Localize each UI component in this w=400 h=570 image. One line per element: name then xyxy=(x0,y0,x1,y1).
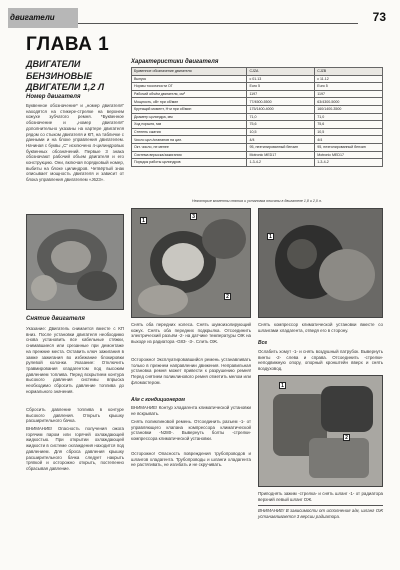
engine-number-text: Буквенное обозначение* и „номер двигателя“ находятся на стикере-стрелке на верхнем кожухе зубчатого ремня. *Буквенное обозначение и „номер двигателя“ дополнительно указаны на картере двигателя рядом со стыком двигателя и КП, на табличке с данными и на блоке управления двигателем. Начиная с буквы „С“ исключено 4-цилиндровых буквенных обозначений. Первые 3 знака обозначают рабочий объем двигателя и его конструкцию. Они, включая порядковый номер, выбиты на блоке цилиндров. Четвёртый знак описывает мощность двигателя и зависит от блока управления двигателем «Ј623». xyxy=(26,103,124,183)
spec-label-cell: Система впрыска/зажигания xyxy=(132,151,247,159)
spec-label-cell: Выпуск xyxy=(132,75,247,83)
spec-value-cell: с 11.12 xyxy=(315,75,383,83)
photo-marker: 2 xyxy=(224,293,231,300)
spec-row xyxy=(132,68,383,76)
photo-marker: 1 xyxy=(140,217,147,224)
removal-text-2: Сбросить давление топлива в контуре высокого давления. Открыть крышку расширительного бачка. xyxy=(26,407,124,424)
spec-row xyxy=(132,136,383,144)
engine-number-heading: Номер двигателя xyxy=(26,94,81,100)
right-note: ВНИМАНИЕ! В зависимости от исполнения а/м, шланг ОЖ устанавливается 3 версии радиатора. xyxy=(258,508,383,519)
specs-table xyxy=(131,67,383,167)
ac-heading: А/м с кондиционером xyxy=(131,397,185,403)
spec-value-cell: 71,0 xyxy=(247,113,315,121)
spec-value-cell: 4/4 xyxy=(315,136,383,144)
spec-value-cell: 175/1400-4000 xyxy=(247,105,315,113)
spec-label-cell: Мощность, кВт при об/мин xyxy=(132,98,247,106)
spec-value-cell: 1197 xyxy=(315,90,383,98)
spec-value-cell: 75,6 xyxy=(315,121,383,129)
spec-row xyxy=(132,143,383,151)
spec-value-cell: 10,5 xyxy=(247,128,315,136)
spec-row xyxy=(132,98,383,106)
spec-value-cell: 1-3-4-2 xyxy=(315,159,383,167)
photo-marker: 2 xyxy=(343,434,350,441)
spec-value-cell: 1-3-4-2 xyxy=(247,159,315,167)
mid-text-4: Снять поликлиновой ремень. Отсоединить разъем -1- от управляющего клапана компрессора климатической установки -N280-. Вывернуть болты -стрелки- компрессора климатической установки. xyxy=(131,419,251,442)
removal-text-1: Указание: Двигатель снимается вместе с КП вниз. После установки двигателя необходимо снова установить все кабельные стяжки, снимавшиеся или срезанные при демонтаже на прежние места. Оставить ключ зажигания в замке зажигания во избежание блокировки рулевой колонки. Указание: Отключить травмирования хладагентом под высоким давлением топлива. Перед вскрытием контура высокого давления системы впрыска необходимо сбросить давление топлива до нормального значения. xyxy=(26,326,124,394)
mid-text-3: ВНИМАНИЕ! Контур хладагента климатической установки не вскрывать. xyxy=(131,405,251,416)
spec-label-cell: Окт. число, не менее xyxy=(132,143,247,151)
spec-label-cell: Крутящий момент, Н·м при об/мин xyxy=(132,105,247,113)
spec-value-cell: 1197 xyxy=(247,90,315,98)
photo-marker: 1 xyxy=(279,382,286,389)
spec-label-cell: Ход поршня, мм xyxy=(132,121,247,129)
spec-value-cell: 77/4500-5500 xyxy=(247,98,315,106)
mid-text-2: Осторожно! Эксплуатировавшийся ремень устанавливать только в прежнем направлении движения. Неправильная установка ремня может привести к разрушению ремня! Перед снятием поликлинового ремня отметить мелом или фломастером. xyxy=(131,357,251,385)
spec-row xyxy=(132,159,383,167)
spec-value-cell: Motronic MED17 xyxy=(315,151,383,159)
section-label: двигатели xyxy=(10,13,55,22)
spec-row xyxy=(132,83,383,91)
spec-value-cell: Euro 5 xyxy=(315,83,383,91)
spec-label-cell: Число цил./клапанов на цил. xyxy=(132,136,247,144)
section-title: ДВИГАТЕЛИ xyxy=(26,59,81,69)
specs-note: Некоторые моменты снятия и установка описаны в двигателе 1,8 и 2,0 л. xyxy=(192,199,322,203)
spec-label-cell: Буквенное обозначение двигателя xyxy=(132,68,247,76)
spec-value-cell: Euro 5 xyxy=(247,83,315,91)
mid-text-5: Осторожно! Опасность повреждения трубопроводов и шлангов хладагента. Трубопроводы и шланги хладагента не растягивать, не изгибать и не скручивать. xyxy=(131,451,251,468)
engine-bay-photo xyxy=(131,208,251,318)
note-rule xyxy=(258,505,383,506)
header-rule xyxy=(78,23,358,24)
right-caption: Снять компрессор климатической установки вместе со шлангами хладагента, отведя его в сторону. xyxy=(258,322,383,333)
page-header xyxy=(8,8,392,28)
spec-row xyxy=(132,121,383,129)
spec-label-cell: Нормы токсичности ОГ xyxy=(132,83,247,91)
right-text-1: Ослабить хомут -1- и снять воздушный патрубок. Вывернуть винты -2- слева и справа. Отсоединить -стрелки- неподвижную опору, опорный кронштейн вверх и снять воздуховод. xyxy=(258,349,383,372)
spec-row xyxy=(132,90,383,98)
spec-row xyxy=(132,113,383,121)
spec-value-cell: CJZA xyxy=(247,68,315,76)
spec-row xyxy=(132,75,383,83)
spec-label-cell: Рабочий объём двигателя, см³ xyxy=(132,90,247,98)
radiator-photo xyxy=(258,375,383,487)
spec-value-cell: 95, неэтилированный бензин xyxy=(315,143,383,151)
engine-photo xyxy=(26,214,124,310)
spec-value-cell: 75,6 xyxy=(247,121,315,129)
all-heading: Все xyxy=(258,340,268,346)
compressor-photo xyxy=(258,208,383,318)
page-number: 73 xyxy=(372,10,386,24)
subsection-title: БЕНЗИНОВЫЕ ДВИГАТЕЛИ 1,2 Л xyxy=(26,71,105,92)
spec-row xyxy=(132,105,383,113)
spec-label-cell: Диаметр цилиндра, мм xyxy=(132,113,247,121)
photo-marker: 1 xyxy=(267,233,274,240)
removal-heading: Снятие двигателя xyxy=(26,316,85,322)
removal-text-3: ВНИМАНИЕ! Опасность получения ожога горячим паром или горячей охлаждающей жидкостью. При открытии охлаждающей жидкости в системе охлаждения находится под давлением. Для сброса давления крышку расширительного бачка следует накрыть тряпкой и осторожно открыть, постепенно сбрасывая давление. xyxy=(26,426,124,471)
spec-label-cell: Степень сжатия xyxy=(132,128,247,136)
spec-value-cell: Motronic MED17 xyxy=(247,151,315,159)
mid-text-1: Снять оба передних колеса. Снять шумоизолирующий кожух. Снять оба передних подкрылка. Отсоединить электрический разъём -2- на датчике температуры ОЖ на выходе из радиатора -G83- -3-. Слить ОЖ. xyxy=(131,322,251,345)
spec-row xyxy=(132,151,383,159)
spec-value-cell: 71,0 xyxy=(315,113,383,121)
spec-label-cell: Порядок работы цилиндров xyxy=(132,159,247,167)
spec-value-cell: 95, неэтилированный бензин xyxy=(247,143,315,151)
photo-marker: 3 xyxy=(190,213,197,220)
spec-value-cell: 10,5 xyxy=(315,128,383,136)
spec-value-cell: 160/1400-3500 xyxy=(315,105,383,113)
spec-row xyxy=(132,128,383,136)
spec-value-cell: с 01.13 xyxy=(247,75,315,83)
spec-value-cell: CJZB xyxy=(315,68,383,76)
specs-title: Характеристики двигателя xyxy=(131,59,219,65)
right-text-2: Приподнять зажим -стрелка- и снять шланг -1- от радиатора верхний левый шланг ОЖ. xyxy=(258,491,383,502)
spec-value-cell: 63/4300-5000 xyxy=(315,98,383,106)
spec-value-cell: 4/4 xyxy=(247,136,315,144)
chapter-title: ГЛАВА 1 xyxy=(26,34,110,55)
